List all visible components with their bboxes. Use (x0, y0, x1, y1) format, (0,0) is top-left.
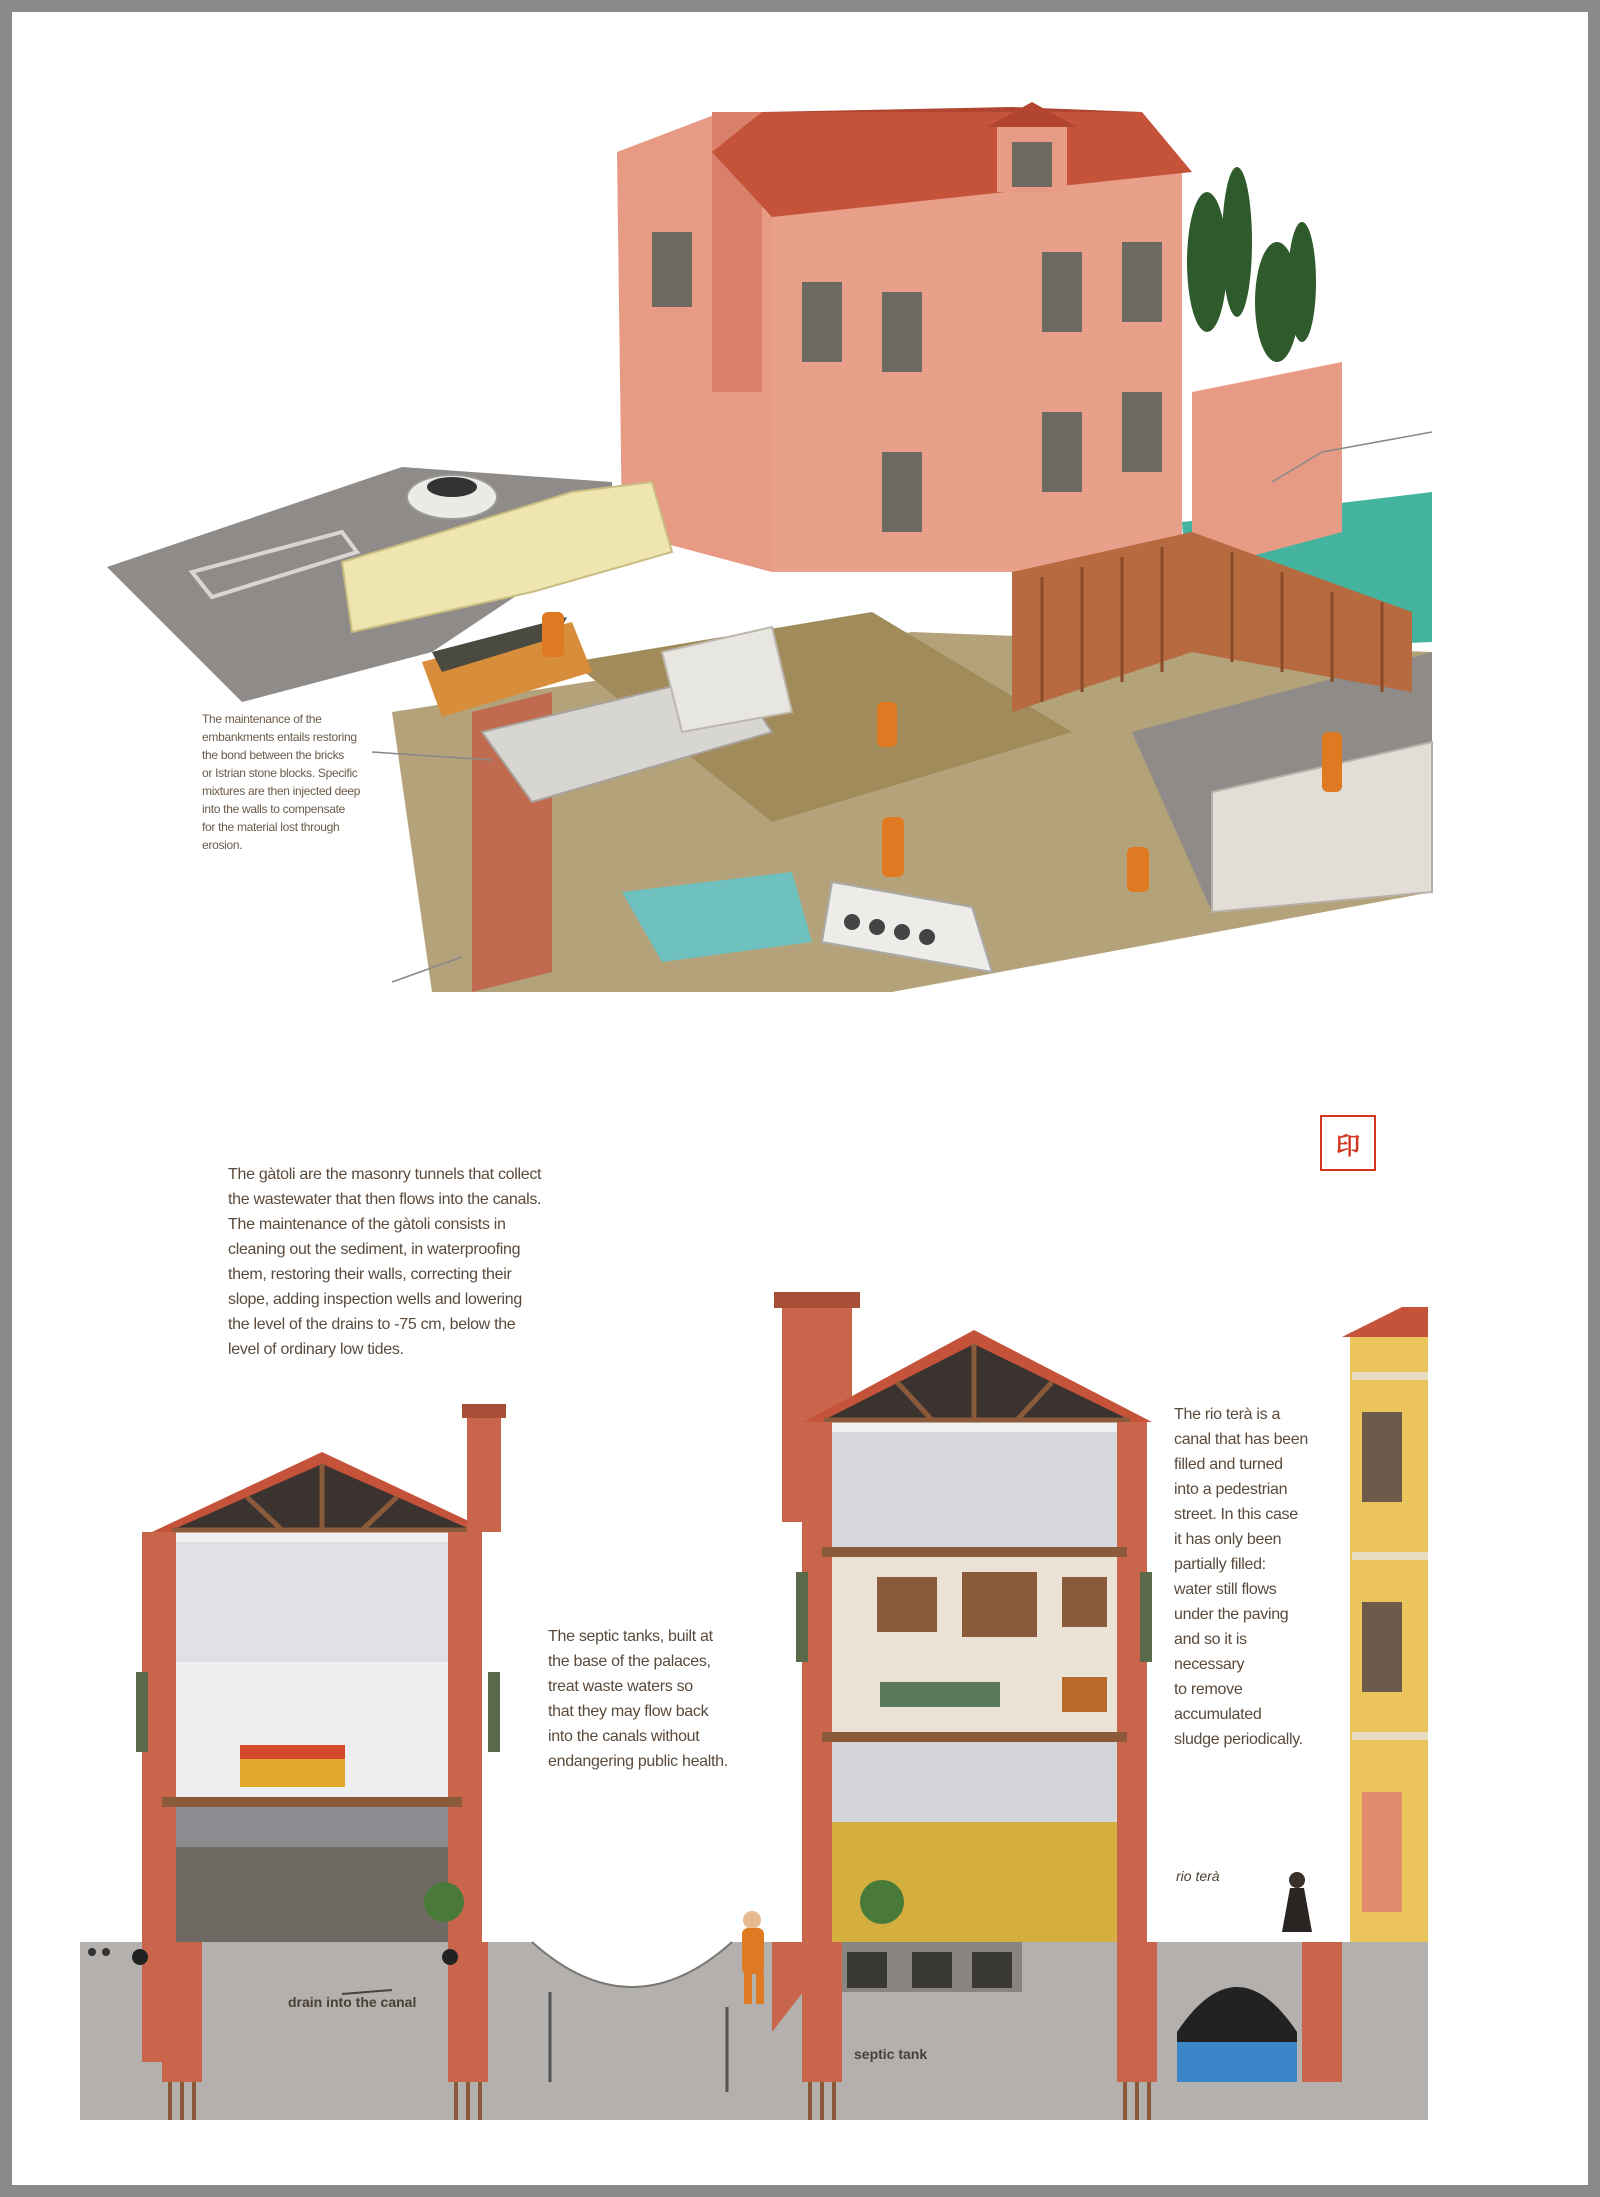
caption-line: embankments entails restoring (202, 730, 357, 744)
caption-line: into a pedestrian (1174, 1481, 1288, 1498)
caption-line: it has only been (1174, 1531, 1282, 1548)
caption-line: into the walls to compensate (202, 802, 346, 816)
caption-line: The maintenance of the (202, 712, 322, 726)
page (12, 12, 1588, 2185)
caption-line: The maintenance of the gàtoli consists in (228, 1216, 506, 1233)
caption-line: that they may flow back (548, 1703, 709, 1720)
drain-label: drain into the canal (288, 1994, 417, 2010)
septic-tank-label: septic tank (854, 2046, 928, 2062)
caption-line: mixtures are then injected deep (202, 784, 361, 798)
caption-line: The gàtoli are the masonry tunnels that collect (228, 1166, 542, 1183)
seal-stamp: 印 (1320, 1115, 1376, 1171)
caption-line: partially filled: (1174, 1556, 1266, 1573)
caption-line: filled and turned (1174, 1456, 1283, 1473)
caption-line: the wastewater that then flows into the canals. (228, 1191, 542, 1208)
caption-line: level of ordinary low tides. (228, 1341, 404, 1358)
rio-tera-label: rio terà (1176, 1868, 1220, 1884)
rio-tera-caption (1174, 1402, 1324, 1752)
caption-line: The septic tanks, built at (548, 1628, 713, 1645)
caption-line: accumulated (1174, 1706, 1262, 1723)
caption-line: The rio terà is a (1174, 1406, 1281, 1423)
caption-line: under the paving (1174, 1606, 1289, 1623)
caption-line: to remove (1174, 1681, 1243, 1698)
caption-line: into the canals without (548, 1728, 700, 1745)
caption-line: necessary (1174, 1656, 1245, 1673)
caption-line: erosion. (202, 838, 243, 852)
cross-section-illustration (12, 1252, 1588, 2132)
caption-line: and so it is (1174, 1631, 1247, 1648)
caption-line: or Istrian stone blocks. Specific (202, 766, 358, 780)
caption-line: endangering public health. (548, 1753, 728, 1770)
septic-caption (548, 1624, 768, 1774)
caption-line: water still flows (1174, 1581, 1277, 1598)
caption-line: canal that has been (1174, 1431, 1308, 1448)
caption-line: them, restoring their walls, correcting their (228, 1266, 512, 1283)
caption-line: street. In this case (1174, 1506, 1298, 1523)
caption-line: for the material lost through (202, 820, 340, 834)
caption-line: cleaning out the sediment, in waterproofing (228, 1241, 521, 1258)
caption-line: the level of the drains to -75 cm, below the (228, 1316, 516, 1333)
caption-line: treat waste waters so (548, 1678, 693, 1695)
caption-line: slope, adding inspection wells and lowering (228, 1291, 522, 1308)
gatoli-caption (228, 1162, 588, 1362)
caption-line: sludge periodically. (1174, 1731, 1303, 1748)
embankment-caption (202, 710, 412, 854)
caption-line: the base of the palaces, (548, 1653, 711, 1670)
caption-line: the bond between the bricks (202, 748, 344, 762)
